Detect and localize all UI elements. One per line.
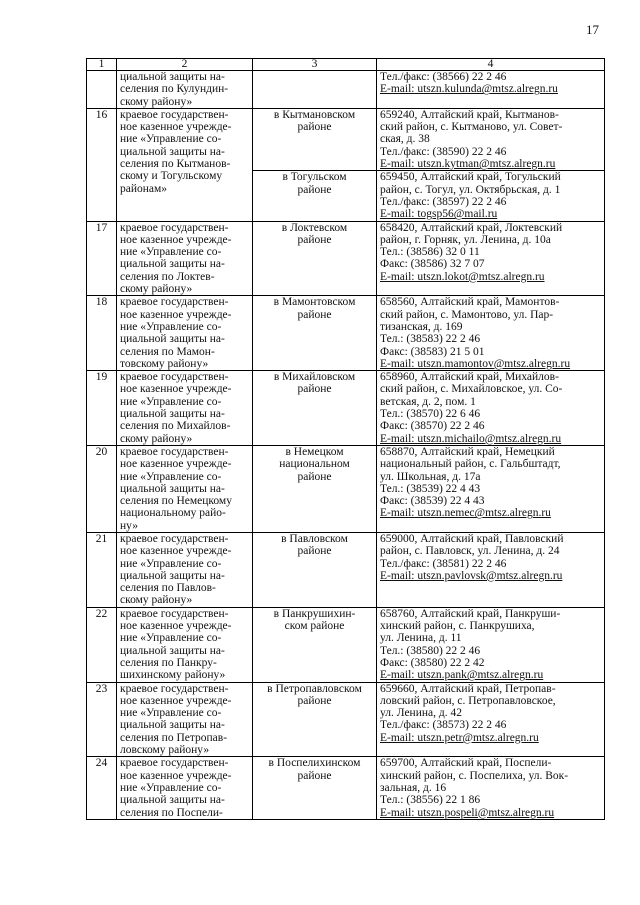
- contact-line: 658560, Алтайский край, Мамонтов-: [380, 296, 560, 309]
- cell-line: в Мамонтовском: [273, 296, 356, 309]
- district-cell: [253, 445, 377, 532]
- contact-cell: [377, 682, 605, 757]
- cell-line: ние «Управление со-: [120, 781, 222, 794]
- cell-line: в Тогульском: [282, 171, 347, 184]
- cell-line: ние «Управление со-: [120, 557, 222, 570]
- contact-line: 659000, Алтайский край, Павловский: [380, 532, 564, 545]
- cell-line: ное казенное учрежде-: [120, 545, 232, 558]
- organization-cell: [117, 682, 253, 757]
- cell-line: селения по Панкру-: [120, 656, 217, 669]
- column-header: 4: [377, 59, 605, 71]
- row-number: 16: [87, 108, 117, 221]
- row-number: 18: [87, 296, 117, 371]
- row-number: 23: [87, 682, 117, 757]
- cell-line: селения по Павлов-: [120, 582, 216, 595]
- row-number: 20: [87, 445, 117, 532]
- cell-line: селения по Петропав-: [120, 731, 228, 744]
- cell-line: ние «Управление со-: [120, 395, 222, 408]
- cell-line: в Кытмановском: [273, 108, 356, 121]
- row-number: 22: [87, 607, 117, 682]
- cell-line: селения по Мамон-: [120, 345, 215, 358]
- cell-line: краевое государствен-: [120, 296, 229, 309]
- cell-line: в Панкрушихин-: [273, 607, 356, 620]
- cell-line: селения по Немецкому: [120, 495, 232, 508]
- district-cell: [253, 532, 377, 607]
- email-text: E-mail: utszn.kytman@mtsz.alregn.ru: [380, 158, 556, 171]
- column-header: 1: [87, 59, 117, 71]
- table-row: [87, 296, 605, 371]
- cell-line: ние «Управление со-: [120, 133, 222, 146]
- contact-line: национальный район, с. Гальбштадт,: [380, 458, 561, 471]
- district-cell: [253, 108, 377, 170]
- table-row: [87, 532, 605, 607]
- table-row: [87, 371, 605, 446]
- cell-line: ние «Управление со-: [120, 470, 222, 483]
- table-row: [87, 108, 605, 170]
- cell-line: ние «Управление со-: [120, 320, 222, 333]
- contact-line: Тел.: (38570) 22 6 46: [380, 408, 481, 421]
- cell-line: районе: [297, 183, 332, 196]
- district-cell: [253, 682, 377, 757]
- cell-line: селения по Поспели-: [120, 806, 223, 819]
- contact-cell: [377, 532, 605, 607]
- district-cell: [253, 607, 377, 682]
- cell-line: краевое государствен-: [120, 682, 229, 695]
- contact-line: 659450, Алтайский край, Тогульский: [380, 171, 561, 184]
- cell-line: ное казенное учрежде-: [120, 458, 232, 471]
- contact-cell: [377, 757, 605, 819]
- organization-cell: [117, 108, 253, 221]
- cell-line: ное казенное учрежде-: [120, 620, 232, 633]
- email-text: E-mail: utszn.pospeli@mtsz.alregn.ru: [380, 806, 555, 819]
- cell-line: краевое государствен-: [120, 445, 229, 458]
- cell-line: районе: [297, 383, 332, 396]
- contact-cell: [377, 445, 605, 532]
- cell-line: краевое государствен-: [120, 221, 229, 234]
- organization-cell: [117, 371, 253, 446]
- cell-line: товскому району»: [120, 357, 209, 370]
- cell-line: циальной защиты на-: [120, 482, 225, 495]
- table-row: [87, 221, 605, 296]
- contact-line: Тел./факс: (38597) 22 2 46: [380, 195, 507, 208]
- organization-cell: [117, 71, 253, 109]
- contact-line: 659240, Алтайский край, Кытманов-: [380, 108, 559, 121]
- cell-line: циальной защиты на-: [120, 408, 225, 421]
- cell-line: скому району»: [120, 432, 193, 445]
- contact-line: Факс: (38586) 32 7 07: [380, 258, 485, 271]
- contact-line: Тел./факс: (38581) 22 2 46: [380, 557, 507, 570]
- district-cell: [253, 221, 377, 296]
- cell-line: краевое государствен-: [120, 108, 229, 121]
- email-text: E-mail: utszn.mamontov@mtsz.alregn.ru: [380, 357, 571, 370]
- contact-line: Факс: (38580) 22 2 42: [380, 656, 485, 669]
- contact-cell: [377, 71, 605, 109]
- contact-line: ул. Ленина, д. 11: [380, 632, 462, 645]
- contact-line: Факс: (38539) 22 4 43: [380, 495, 485, 508]
- contact-line: ул. Ленина, д. 42: [380, 707, 462, 720]
- contact-line: район, г. Горняк, ул. Ленина, д. 10а: [380, 233, 551, 246]
- contact-line: Факс: (38570) 22 2 46: [380, 420, 485, 433]
- cell-line: ние «Управление со-: [120, 632, 222, 645]
- email-text: E-mail: utszn.kulunda@mtsz.alregn.ru: [380, 83, 558, 96]
- contact-line: 658760, Алтайский край, Панкруши-: [380, 607, 561, 620]
- cell-line: краевое государствен-: [120, 371, 229, 384]
- row-number: 19: [87, 371, 117, 446]
- contact-line: ская, д. 38: [380, 133, 430, 146]
- contact-line: Тел.: (38583) 22 2 46: [380, 333, 481, 346]
- row-number: 17: [87, 221, 117, 296]
- cell-line: скому району»: [120, 283, 193, 296]
- contact-cell: [377, 296, 605, 371]
- contact-line: ул. Школьная, д. 17а: [380, 470, 481, 483]
- table-body: [87, 71, 605, 820]
- cell-line: ние «Управление со-: [120, 246, 222, 259]
- email-text: E-mail: utszn.petr@mtsz.alregn.ru: [380, 731, 539, 744]
- cell-line: селения по Михайлов-: [120, 420, 231, 433]
- contact-line: 658420, Алтайский край, Локтевский: [380, 221, 563, 234]
- cell-line: районе: [297, 769, 332, 782]
- cell-line: циальной защиты на-: [120, 71, 225, 83]
- table-row: [87, 757, 605, 819]
- organization-cell: [117, 607, 253, 682]
- email-text: E-mail: utszn.pank@mtsz.alregn.ru: [380, 669, 544, 682]
- row-number: 24: [87, 757, 117, 819]
- cell-line: ние «Управление со-: [120, 707, 222, 720]
- row-number: [87, 71, 117, 109]
- cell-line: селения по Локтев-: [120, 270, 215, 283]
- cell-line: районе: [297, 545, 332, 558]
- column-header: 3: [253, 59, 377, 71]
- email-text: E-mail: togsp56@mail.ru: [380, 208, 498, 221]
- email-text: E-mail: utszn.michailo@mtsz.alregn.ru: [380, 432, 562, 445]
- cell-line: селения по Кытманов-: [120, 158, 231, 171]
- cell-line: в Поспелихинском: [268, 757, 361, 770]
- cell-line: ну»: [120, 519, 138, 532]
- cell-line: ском районе: [284, 620, 345, 633]
- contact-line: Тел./факс: (38590) 22 2 46: [380, 145, 507, 158]
- cell-line: в Михайловском: [273, 371, 356, 384]
- cell-line: краевое государствен-: [120, 757, 229, 770]
- institutions-table: [86, 58, 605, 820]
- contact-line: Тел.: (38556) 22 1 86: [380, 794, 481, 807]
- cell-line: циальной защиты на-: [120, 719, 225, 732]
- cell-line: национальному райо-: [120, 507, 226, 520]
- contact-cell: [377, 607, 605, 682]
- cell-line: ное казенное учрежде-: [120, 694, 232, 707]
- contact-line: ский район, с. Кытманово, ул. Совет-: [380, 121, 563, 134]
- organization-cell: [117, 221, 253, 296]
- cell-line: ное казенное учрежде-: [120, 769, 232, 782]
- contact-line: 659660, Алтайский край, Петропав-: [380, 682, 556, 695]
- contact-line: Тел.: (38580) 22 2 46: [380, 644, 481, 657]
- cell-line: циальной защиты на-: [120, 333, 225, 346]
- contact-line: тизанская, д. 169: [380, 320, 463, 333]
- cell-line: циальной защиты на-: [120, 258, 225, 271]
- contact-cell: [377, 371, 605, 446]
- cell-line: ное казенное учрежде-: [120, 121, 232, 134]
- contact-line: район, с. Тогул, ул. Октябрьская, д. 1: [380, 183, 561, 196]
- column-header: 2: [117, 59, 253, 71]
- cell-line: в Петропавловском: [267, 682, 362, 695]
- cell-line: районе: [297, 470, 332, 483]
- table-row: [87, 682, 605, 757]
- contact-cell: [377, 171, 605, 221]
- contact-line: зальная, д. 16: [380, 781, 447, 794]
- cell-line: скому району»: [120, 594, 193, 607]
- contact-cell: [377, 221, 605, 296]
- cell-line: в Локтевском: [281, 221, 348, 234]
- district-cell: [253, 371, 377, 446]
- contact-line: ветская, д. 2, пом. 1: [380, 395, 476, 408]
- organization-cell: [117, 532, 253, 607]
- cell-line: ное казенное учрежде-: [120, 233, 232, 246]
- organization-cell: [117, 296, 253, 371]
- contact-line: Тел.: (38539) 22 4 43: [380, 482, 481, 495]
- organization-cell: [117, 757, 253, 819]
- cell-line: национальном: [279, 458, 350, 471]
- organization-cell: [117, 445, 253, 532]
- email-text: E-mail: utszn.lokot@mtsz.alregn.ru: [380, 270, 545, 283]
- cell-line: районам»: [120, 182, 168, 195]
- contact-line: район, с. Павловск, ул. Ленина, д. 24: [380, 545, 560, 558]
- contact-line: хинский район, с. Панкрушиха,: [380, 620, 535, 633]
- cell-line: циальной защиты на-: [120, 145, 225, 158]
- cell-line: скому и Тогульскому: [120, 170, 223, 183]
- contact-line: 658960, Алтайский край, Михайлов-: [380, 371, 559, 384]
- contact-line: Тел.: (38586) 32 0 11: [380, 246, 480, 259]
- table-row: [87, 445, 605, 532]
- district-cell: [253, 71, 377, 109]
- contact-line: Тел./факс: (38573) 22 2 46: [380, 719, 507, 732]
- cell-line: циальной защиты на-: [120, 644, 225, 657]
- table-row: [87, 71, 605, 109]
- cell-line: районе: [297, 121, 332, 134]
- cell-line: районе: [297, 694, 332, 707]
- contact-cell: [377, 108, 605, 170]
- cell-line: краевое государствен-: [120, 607, 229, 620]
- contact-line: хинский район, с. Поспелиха, ул. Вок-: [380, 769, 569, 782]
- cell-line: в Немецком: [285, 445, 344, 458]
- cell-line: краевое государствен-: [120, 532, 229, 545]
- district-cell: [253, 171, 377, 221]
- page-number: 17: [586, 22, 599, 37]
- cell-line: в Павловском: [281, 532, 348, 545]
- email-text: E-mail: utszn.nemec@mtsz.alregn.ru: [380, 507, 551, 520]
- contact-line: ский район, с. Михайловское, ул. Со-: [380, 383, 563, 396]
- table-header-row: [87, 59, 605, 71]
- district-cell: [253, 757, 377, 819]
- cell-line: шихинскому району»: [120, 669, 226, 682]
- cell-line: ловскому району»: [120, 744, 210, 757]
- contact-line: 658870, Алтайский край, Немецкий: [380, 445, 555, 458]
- cell-line: циальной защиты на-: [120, 569, 225, 582]
- cell-line: циальной защиты на-: [120, 794, 225, 807]
- contact-line: ловский район, с. Петропавловское,: [380, 694, 556, 707]
- district-cell: [253, 296, 377, 371]
- table-row: [87, 607, 605, 682]
- row-number: 21: [87, 532, 117, 607]
- cell-line: ное казенное учрежде-: [120, 308, 232, 321]
- cell-line: ное казенное учрежде-: [120, 383, 232, 396]
- contact-line: 659700, Алтайский край, Поспели-: [380, 757, 552, 770]
- contact-line: ский район, с. Мамонтово, ул. Пар-: [380, 308, 554, 321]
- email-text: E-mail: utszn.pavlovsk@mtsz.alregn.ru: [380, 569, 563, 582]
- cell-line: районе: [297, 233, 332, 246]
- contact-line: Факс: (38583) 21 5 01: [380, 345, 485, 358]
- cell-line: районе: [297, 308, 332, 321]
- cell-line: скому району»: [120, 95, 193, 108]
- contact-line: Тел./факс: (38566) 22 2 46: [380, 71, 507, 83]
- cell-line: селения по Кулундин-: [120, 83, 229, 96]
